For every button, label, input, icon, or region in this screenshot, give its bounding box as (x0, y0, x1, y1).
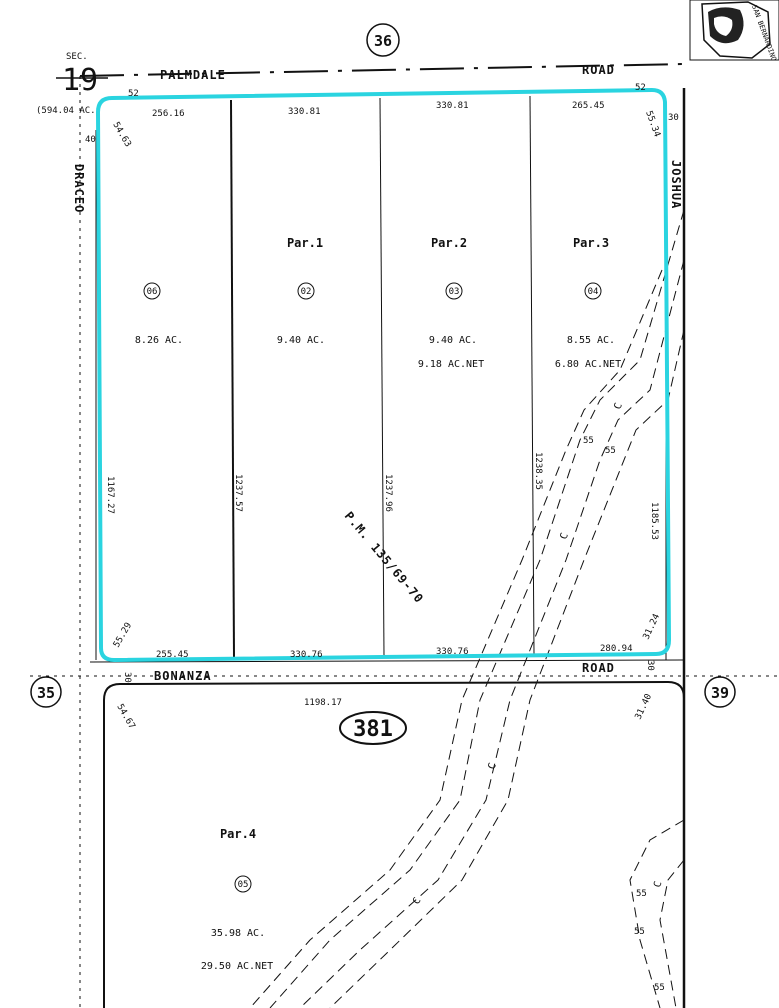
parcel-apn: 06 (146, 287, 158, 297)
corner-dimension: 31.40 (633, 692, 655, 722)
county-seal-text: SAN BERNARDINO (750, 3, 778, 63)
corner-dimension: 55.34 (643, 109, 662, 139)
dimension-top: 256.16 (152, 109, 185, 119)
easement-width: 55 (634, 927, 645, 937)
parcel-net-acres: 29.50 AC.NET (200, 961, 274, 972)
adjacent-page-right-number: 39 (710, 684, 730, 702)
book-page-badge (340, 712, 406, 744)
dimension-vertical: 1237.57 (233, 474, 243, 512)
dimension-bottom: 255.45 (156, 650, 189, 660)
road-palmdale-suffix: ROAD (582, 63, 615, 77)
corner-dimension: 54.63 (110, 120, 133, 149)
channel-label: C (652, 880, 665, 889)
corner-dimension: 31.24 (641, 612, 663, 642)
dimension-vertical: 1185.53 (649, 502, 659, 540)
parcel-label: Par.4 (219, 827, 257, 841)
parcel-acres: 8.55 AC. (566, 335, 616, 346)
road-width-dim: 30 (668, 113, 679, 123)
road-draceo: DRACEO (72, 164, 86, 214)
parcel-acres: 35.98 AC. (210, 928, 266, 939)
easement-width: 55 (605, 446, 616, 456)
plat-reference: P.M. 135/69-70 (341, 508, 427, 607)
dimension-lower-top: 1198.17 (304, 698, 342, 708)
channel-easement (250, 210, 684, 1008)
road-width-dim: 52 (128, 89, 139, 99)
adjacent-page-left-number: 35 (36, 684, 56, 702)
county-seal (690, 0, 779, 62)
easement-width: 55 (636, 889, 647, 899)
road-joshua: JOSHUA (669, 160, 683, 210)
parcel-02[interactable] (277, 236, 325, 346)
easement-width: 55 (583, 436, 594, 446)
corner-dimension: 55.29 (111, 621, 135, 650)
parcel-acres: 8.26 AC. (134, 335, 184, 346)
dimension-top: 265.45 (572, 101, 605, 111)
road-bonanza: BONANZA (154, 669, 212, 683)
dimension-vertical: 1237.96 (383, 474, 393, 512)
parcel-label: Par.1 (286, 236, 324, 250)
dimension-bottom: 330.76 (436, 647, 469, 657)
parcel-05[interactable] (201, 827, 273, 972)
corner-dimension: 54.67 (114, 702, 137, 731)
section-area: (594.04 AC.) (36, 106, 102, 116)
parcel-lines (231, 96, 534, 658)
parcel-acres: 9.40 AC. (276, 335, 326, 346)
adjacent-page-top-number: 36 (373, 32, 393, 50)
parcel-apn: 05 (237, 880, 249, 890)
parcel-label: Par.3 (572, 236, 610, 250)
adjacent-page-top[interactable] (367, 24, 399, 56)
channel-label: C (612, 401, 625, 412)
road-width-dim: 30 (645, 660, 655, 671)
parcel-06[interactable] (135, 283, 183, 346)
parcel-04[interactable] (555, 236, 621, 370)
section-number: 19 (62, 63, 99, 98)
dimension-vertical: 1238.35 (533, 452, 543, 490)
adjacent-page-left[interactable] (31, 677, 61, 707)
dimension-bottom: 280.94 (600, 644, 633, 654)
road-palmdale: PALMDALE (160, 68, 226, 82)
road-width-dim: 40 (85, 135, 96, 145)
section-label: SEC. (66, 52, 88, 62)
parcel-apn: 03 (448, 287, 460, 297)
parcel-label: Par.2 (430, 236, 468, 250)
book-page-number: 381 (353, 717, 393, 742)
dimension-top: 330.81 (288, 107, 321, 117)
road-bonanza-suffix: ROAD (582, 661, 615, 675)
road-width-dim: 52 (635, 83, 646, 93)
channel-label: C (411, 895, 424, 907)
easement-width: 55 (654, 983, 665, 993)
adjacent-page-right[interactable] (705, 677, 735, 707)
parcel-apn: 04 (587, 287, 599, 297)
parcel-net-acres: 6.80 AC.NET (554, 359, 622, 370)
road-width-dim: 30 (122, 672, 132, 683)
channel-label: C (558, 531, 571, 542)
parcel-apn: 02 (300, 287, 312, 297)
channel-label: C (486, 761, 499, 772)
dimension-top: 330.81 (436, 101, 469, 111)
parcel-03[interactable] (418, 236, 484, 370)
dimension-bottom: 330.76 (290, 650, 323, 660)
dimension-vertical: 1167.27 (105, 476, 115, 514)
parcel-net-acres: 9.18 AC.NET (417, 359, 485, 370)
parcel-acres: 9.40 AC. (428, 335, 478, 346)
